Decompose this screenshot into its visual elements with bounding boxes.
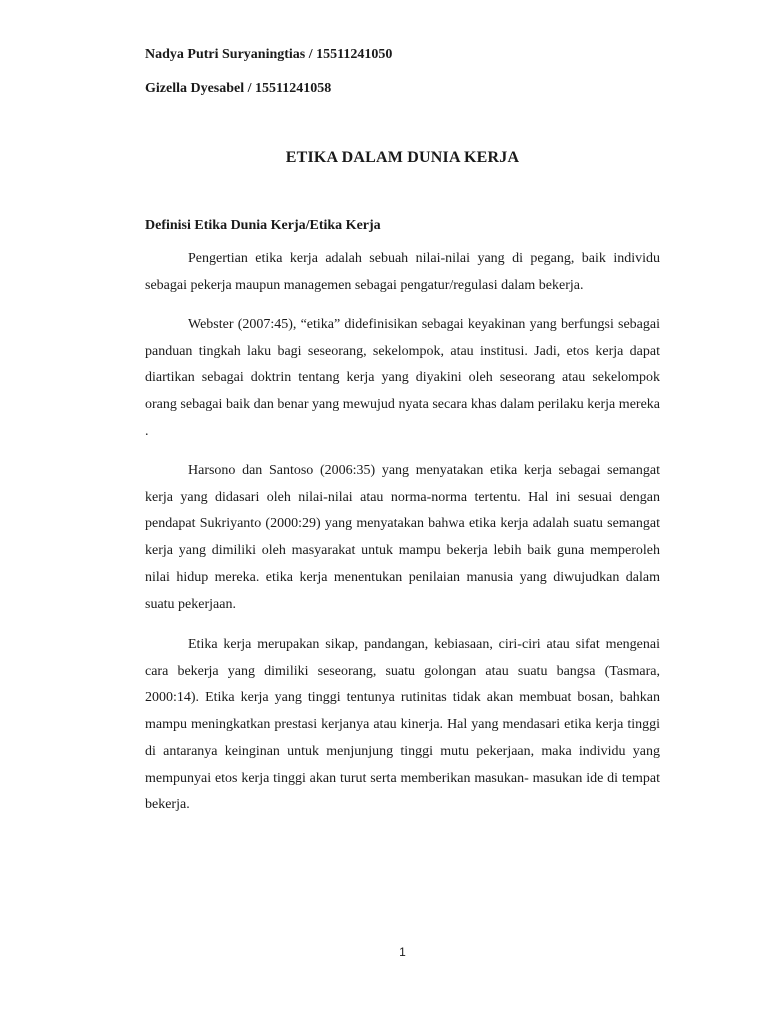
paragraph-4: Etika kerja merupakan sikap, pandangan, kebiasaan, ciri-ciri atau sifat mengenai cara bekerja yang dimiliki seseorang, suatu golongan atau suatu bangsa (Tasmara, 2000:14). Etika kerja yang tinggi tentunya rutinitas tidak akan membuat bosan, bahkan mampu meningkatkan prestasi kerjanya atau kinerja. Hal yang mendasari etika kerja tinggi di antaranya keinginan untuk menjunjung tinggi mutu pekerjaan, maka individu yang mempunyai etos kerja tinggi akan turut serta memberikan masukan- masukan ide di tempat bekerja. [145, 637, 660, 813]
document-title: ETIKA DALAM DUNIA KERJA [285, 149, 520, 166]
paragraph-3: Harsono dan Santoso (2006:35) yang menyatakan etika kerja sebagai semangat kerja yang didasari oleh nilai-nilai atau norma-norma tertentu. Hal ini sesuai dengan pendapat Sukriyanto (2000:29) yang menyatakan bahwa etika kerja adalah suatu semangat kerja yang dimiliki oleh masyarakat untuk mampu bekerja lebih baik guna memperoleh nilai hidup mereka. etika kerja menentukan penilaian manusia yang diwujudkan dalam suatu pekerjaan. [145, 463, 660, 612]
paragraph-2: Webster (2007:45), “etika” didefinisikan sebagai keyakinan yang berfungsi sebagai panduan tingkah laku bagi seseorang, sekelompok, atau institusi. Jadi, etos kerja dapat diartikan sebagai doktrin tentang kerja yang diyakini oleh seseorang atau sekelompok orang sebagai baik dan benar yang mewujud nyata secara khas dalam perilaku kerja mereka . [145, 317, 660, 439]
page-number: 1 [399, 945, 406, 959]
author-line-2: Gizella Dyesabel / 15511241058 [145, 81, 332, 96]
section-heading: Definisi Etika Dunia Kerja/Etika Kerja [145, 218, 381, 233]
author-line-1: Nadya Putri Suryaningtias / 15511241050 [145, 47, 393, 62]
paragraph-1: Pengertian etika kerja adalah sebuah nilai-nilai yang di pegang, baik individu sebagai pekerja maupun managemen sebagai pengatur/regulasi dalam bekerja. [145, 251, 660, 293]
document-page [145, 0, 660, 1024]
